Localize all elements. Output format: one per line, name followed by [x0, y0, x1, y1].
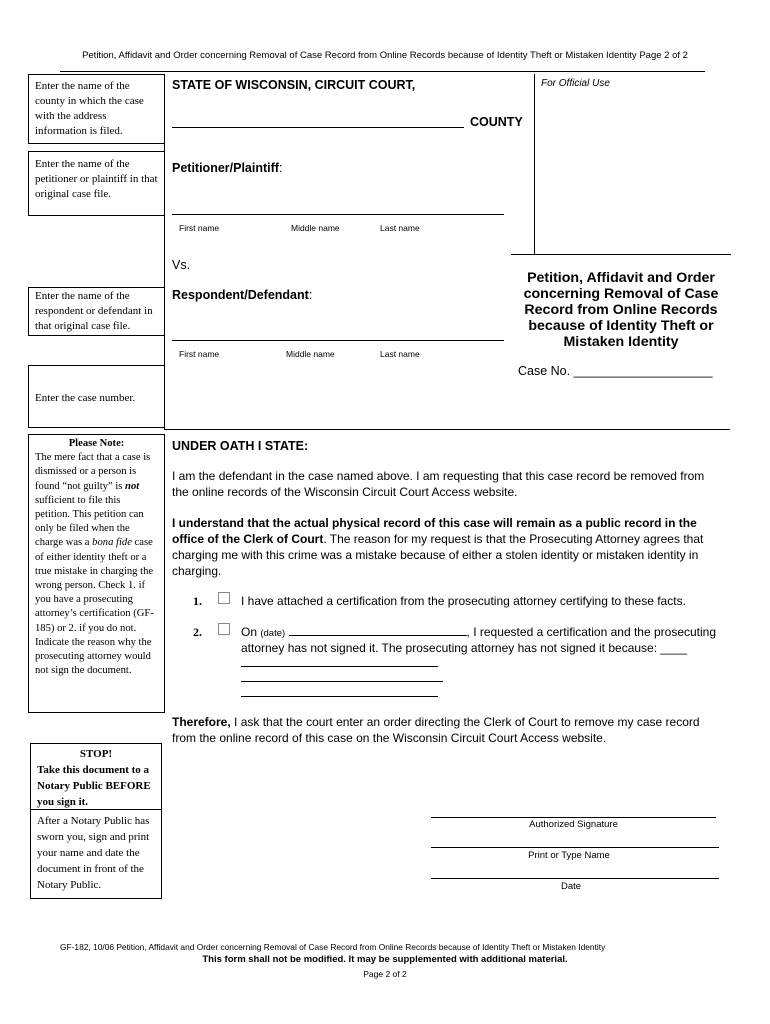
- authorized-signature-label: Authorized Signature: [529, 819, 618, 830]
- header-rule: [60, 71, 705, 72]
- respondent-label-text: Respondent/Defendant: [172, 288, 309, 302]
- caption-left-border: [164, 74, 165, 429]
- item-1-checkbox[interactable]: [218, 592, 230, 604]
- petitioner-help-text: Enter the name of the petitioner or plaintiff in that original case file.: [35, 158, 158, 200]
- case-number-help-text: Enter the case number.: [35, 392, 136, 404]
- authorized-signature-line[interactable]: [431, 817, 716, 818]
- petitioner-middle-name-label: Middle name: [291, 223, 340, 233]
- please-note-text: [35, 451, 158, 678]
- item-2-number: 2.: [193, 625, 202, 639]
- stop-title: STOP!: [79, 748, 113, 760]
- footer-form-id: GF-182, 10/06 Petition, Affidavit and Order concerning Removal of Case Record from Online Records because of Identity Theft or Mistaken Identity: [60, 942, 606, 952]
- item-2-text-1: , I requested a certification and the prosecuting: [466, 625, 717, 639]
- therefore-rest: I ask that the court enter an order directing the Clerk of Court to remove my case record from the online record of this case on the Wisconsin Circuit Court Access website.: [172, 715, 700, 745]
- respondent-colon: :: [308, 288, 313, 302]
- note-not: not: [125, 480, 140, 492]
- please-note-title: Please Note:: [68, 438, 125, 449]
- stop-line: Take this document to a Notary Public BEFORE you sign it.: [37, 764, 151, 808]
- note-bona-fide: bona fide: [92, 537, 132, 549]
- court-heading: STATE OF WISCONSIN, CIRCUIT COURT,: [172, 78, 416, 92]
- petitioner-colon: :: [278, 161, 283, 175]
- oath-heading: UNDER OATH I STATE:: [172, 439, 309, 453]
- reason-line-2[interactable]: [241, 681, 443, 682]
- official-use-bottom: [511, 254, 731, 255]
- note-part-3: case of either identity theft or a true mistake in charging the wrong person. Check 1. if you have a prosecuting attorney’s certification (GF-185) or 2. if you do not. Indicate the reason why the prosecuting attorney would not sign the document.: [35, 537, 154, 677]
- reason-line-3[interactable]: [241, 696, 438, 697]
- respondent-middle-name-label: Middle name: [286, 349, 335, 359]
- stop-box: [30, 743, 162, 899]
- item-2-date-field[interactable]: [289, 624, 467, 636]
- respondent-help-text: Enter the name of the respondent or defendant in that original case file.: [35, 290, 153, 332]
- respondent-name-line[interactable]: [172, 340, 504, 341]
- county-label: COUNTY: [470, 115, 523, 129]
- footer-page: Page 2 of 2: [363, 969, 407, 979]
- understanding-bold: I understand that the actual physical record of this case will remain as a public record in the office of the Clerk of Court: [172, 516, 697, 546]
- therefore-paragraph: [172, 714, 717, 746]
- official-use-label: For Official Use: [541, 78, 610, 89]
- county-name-line[interactable]: [172, 127, 464, 128]
- therefore-bold: Therefore,: [172, 715, 231, 729]
- petitioner-first-name-label: First name: [179, 223, 220, 233]
- request-paragraph: I am the defendant in the case named above. I am requesting that this case record be removed from the online records of the Wisconsin Circuit Court Access website.: [172, 469, 705, 499]
- print-name-line[interactable]: [431, 847, 719, 848]
- reason-line-1[interactable]: [241, 666, 438, 667]
- item-1-number: 1.: [193, 594, 202, 608]
- stop-divider: [31, 809, 161, 810]
- page-header: Petition, Affidavit and Order concerning Removal of Case Record from Online Records because of Identity Theft or Mistaken Identity Page 2 of 2: [82, 50, 688, 61]
- form-title: Petition, Affidavit and Order concerning Removal of Case Record from Online Records because of Identity Theft or Mistaken Identity: [523, 270, 719, 350]
- petitioner-label-text: Petitioner/Plaintiff: [172, 161, 279, 175]
- item-2-date-label: (date): [260, 628, 286, 639]
- caption-bottom-rule: [164, 429, 730, 430]
- item-2-on: On: [241, 625, 258, 639]
- respondent-first-name-label: First name: [179, 349, 220, 359]
- note-part-2: sufficient to file this petition. This petition can only be filed when the charge was a: [35, 494, 144, 549]
- respondent-help-box: [28, 287, 165, 336]
- date-line[interactable]: [431, 878, 719, 879]
- vs-label: Vs.: [172, 258, 191, 272]
- stop-body: After a Notary Public has sworn you, sign and print your name and date the document in front of the Notary Public.: [37, 815, 150, 891]
- date-label: Date: [560, 881, 582, 892]
- understanding-rest: . The reason for my request is that the Prosecuting Attorney agrees that charging me with this crime was a mistake because of either a stolen identity or mistaken identity in charging.: [172, 532, 704, 578]
- understanding-paragraph: [172, 515, 717, 579]
- footer-notice: This form shall not be modified. It may be supplemented with additional material.: [202, 954, 568, 965]
- petitioner-name-line[interactable]: [172, 214, 504, 215]
- item-2-checkbox[interactable]: [218, 623, 230, 635]
- petitioner-help-box: [28, 151, 165, 216]
- official-use-border: [534, 74, 535, 254]
- case-number-help-box: [28, 365, 165, 428]
- county-help-text: Enter the name of the county in which the case with the address information is filed.: [35, 80, 144, 137]
- county-help-box: [28, 74, 165, 144]
- item-1-text: I have attached a certification from the prosecuting attorney certifying to these facts.: [241, 594, 686, 608]
- petitioner-label: [172, 161, 282, 175]
- item-2-line-2: attorney has not signed it. The prosecuting attorney has not signed it because: ____: [241, 641, 688, 655]
- respondent-label: [172, 288, 312, 302]
- case-number-field[interactable]: Case No. ____________________: [518, 364, 713, 378]
- please-note-box: [28, 434, 165, 713]
- petitioner-last-name-label: Last name: [380, 223, 420, 233]
- respondent-last-name-label: Last name: [380, 349, 420, 359]
- print-name-label: Print or Type Name: [528, 850, 610, 861]
- note-part-1: The mere fact that a case is dismissed or a person is found “not guilty” is: [35, 452, 151, 492]
